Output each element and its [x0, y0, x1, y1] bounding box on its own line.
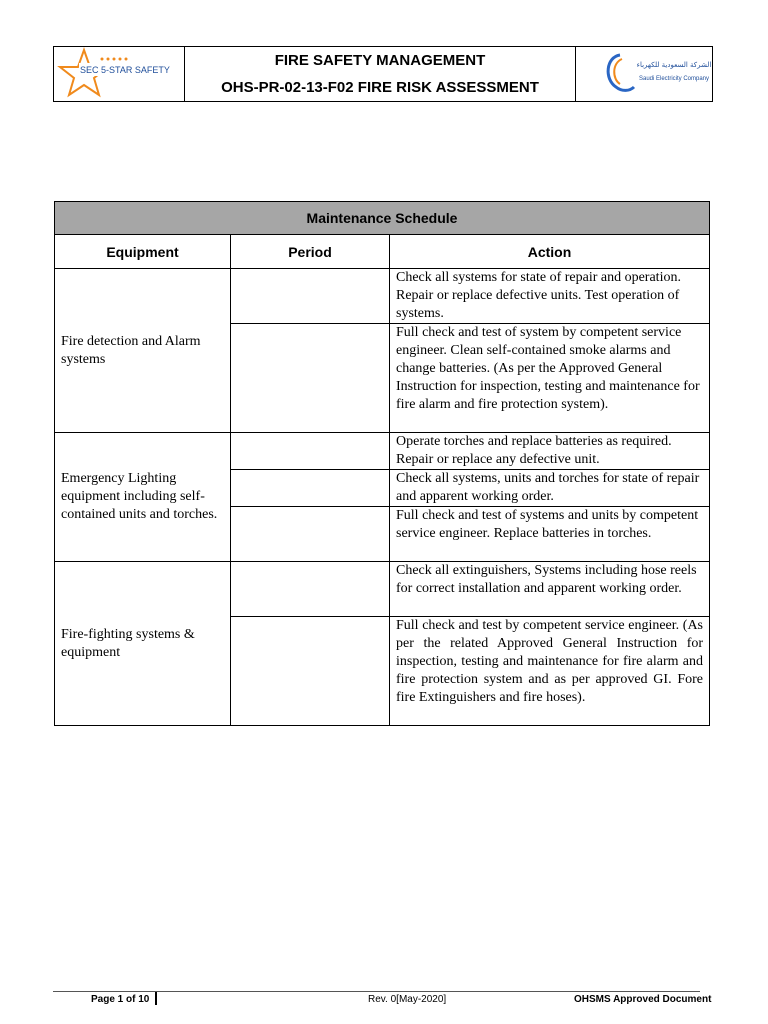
table-row — [55, 562, 710, 617]
period-cell — [231, 617, 390, 726]
document-header — [53, 46, 713, 102]
period-cell — [231, 562, 390, 617]
action-cell: Operate torches and replace batteries as required. Repair or replace any defective unit. — [390, 433, 710, 470]
right-logo-arabic: الشركة السعودية للكهرباء — [636, 61, 712, 69]
star-logo-icon — [54, 47, 184, 101]
table-caption: Maintenance Schedule — [55, 202, 710, 235]
action-cell: Check all extinguishers, Systems including hose reels for correct installation and apparent working order. — [390, 562, 710, 617]
period-cell — [231, 269, 390, 324]
action-cell: Full check and test of system by competent service engineer. Clean self-contained smoke alarms and change batteries. (As per the Approved General Instruction for inspection, testing and maintenance for fire alarm and fire protection system). — [390, 324, 710, 433]
saudi-electricity-logo — [576, 47, 712, 101]
action-cell: Full check and test of systems and units by competent service engineer. Replace batteries in torches. — [390, 507, 710, 562]
swoosh-logo-icon — [576, 47, 712, 101]
period-cell — [231, 507, 390, 562]
left-logo-text: SEC 5-STAR SAFETY — [80, 65, 170, 75]
document-title — [185, 47, 576, 101]
right-logo-english: Saudi Electricity Company — [638, 76, 710, 82]
action-cell: Check all systems for state of repair and operation. Repair or replace defective units. Test operation of systems. — [390, 269, 710, 324]
equipment-cell: Fire-fighting systems & equipment — [55, 562, 231, 726]
table-row — [55, 433, 710, 470]
footer-page-number: Page 1 of 10 — [91, 994, 150, 1005]
column-header-period: Period — [231, 235, 390, 269]
footer-separator — [155, 992, 157, 1005]
equipment-cell: Fire detection and Alarm systems — [55, 269, 231, 433]
action-cell: Check all systems, units and torches for state of repair and apparent working order. — [390, 470, 710, 507]
period-cell — [231, 324, 390, 433]
five-star-safety-logo — [54, 47, 185, 101]
action-cell: Full check and test by competent service engineer. (As per the related Approved General Instruction for inspection, testing and maintenance for fire alarm and fire protection system and as per approved GI. Fore fire Extinguishers and fire hoses). — [390, 617, 710, 726]
footer-status: OHSMS Approved Document — [574, 994, 712, 1005]
title-line-1: FIRE SAFETY MANAGEMENT — [274, 52, 486, 69]
footer-divider — [53, 991, 700, 992]
period-cell — [231, 470, 390, 507]
maintenance-schedule-table — [54, 201, 710, 726]
title-line-2: OHS-PR-02-13-F02 FIRE RISK ASSESSMENT — [221, 79, 539, 96]
column-header-action: Action — [390, 235, 710, 269]
footer-revision: Rev. 0[May-2020] — [368, 994, 447, 1005]
period-cell — [231, 433, 390, 470]
table-row — [55, 269, 710, 324]
column-header-equipment: Equipment — [55, 235, 231, 269]
equipment-cell: Emergency Lighting equipment including self-contained units and torches. — [55, 433, 231, 562]
